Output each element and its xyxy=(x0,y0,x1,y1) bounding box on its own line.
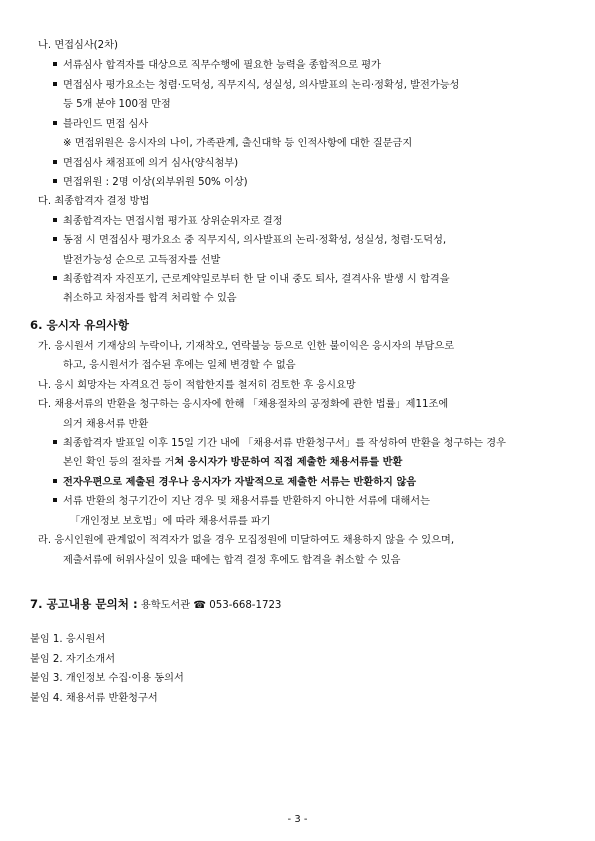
interview-bullet-4: 면접심사 채점표에 의거 심사(양식첨부) xyxy=(53,157,238,171)
section-7 xyxy=(30,597,281,613)
square-bullet-icon xyxy=(53,82,57,86)
notice-c-bullet-3-cont: 「개인정보 보호법」에 따라 채용서류를 파기 xyxy=(70,516,271,527)
notice-d: 라. 응시인원에 관계없이 적격자가 없을 경우 모집정원에 미달하여도 채용하지 않을 수 있으며, xyxy=(38,535,455,546)
notice-c: 다. 채용서류의 반환을 청구하는 응시자에 한해 「채용절차의 공정화에 관한 법률」제11조에 xyxy=(38,399,449,410)
notice-c-bullet-1: 최종합격자 발표일 이후 15일 기간 내에 「채용서류 반환청구서」를 작성하여 반환을 청구하는 경우 xyxy=(53,437,506,451)
interview-bullet-1: 서류심사 합격자를 대상으로 직무수행에 필요한 능력을 종합적으로 평가 xyxy=(53,59,381,73)
square-bullet-icon xyxy=(53,237,57,241)
square-bullet-icon xyxy=(53,479,57,483)
interview-note: ※ 면접위원은 응시자의 나이, 가족관계, 출신대학 등 인적사항에 대한 질문금지 xyxy=(63,138,413,149)
notice-c-bullet-2: 전자우편으로 제출된 경우나 응시자가 자발적으로 제출한 서류는 반환하지 않음 xyxy=(53,476,416,490)
square-bullet-icon xyxy=(53,160,57,164)
final-bullet-2: 동점 시 면접심사 평가요소 중 직무지식, 의사발표의 논리·정확성, 성실성, 청렴·도덕성, xyxy=(53,234,446,248)
interview-heading: 나. 면접심사(2차) xyxy=(38,40,118,51)
square-bullet-icon xyxy=(53,179,57,183)
contact-info: 용학도서관 ☎ 053-668-1723 xyxy=(140,600,282,611)
final-bullet-2-cont: 발전가능성 순으로 고득점자를 선발 xyxy=(63,255,221,266)
notice-c-cont: 의거 채용서류 반환 xyxy=(63,419,149,430)
final-bullet-3: 최종합격자 자진포기, 근로계약일로부터 한 달 이내 중도 퇴사, 결격사유 발생 시 합격을 xyxy=(53,273,450,287)
final-heading: 다. 최종합격자 결정 방법 xyxy=(38,196,150,207)
notice-b: 나. 응시 희망자는 자격요건 등이 적합한지를 철저히 검토한 후 응시요망 xyxy=(38,380,356,391)
interview-bullet-3: 블라인드 면접 심사 xyxy=(53,118,148,132)
square-bullet-icon xyxy=(53,218,57,222)
square-bullet-icon xyxy=(53,498,57,502)
square-bullet-icon xyxy=(53,440,57,444)
notice-c-bullet-3: 서류 반환의 청구기간이 지난 경우 및 채용서류를 반환하지 아니한 서류에 대해서는 xyxy=(53,495,430,509)
final-bullet-3-cont: 취소하고 차점자를 합격 처리할 수 있음 xyxy=(63,293,237,304)
interview-bullet-5: 면접위원 : 2명 이상(외부위원 50% 이상) xyxy=(53,176,248,190)
attachment-3: 붙임 3. 개인정보 수집·이용 동의서 xyxy=(30,673,184,684)
square-bullet-icon xyxy=(53,62,57,66)
notice-a: 가. 응시원서 기재상의 누락이나, 기재착오, 연락불능 등으로 인한 불이익은 응시자의 부담으로 xyxy=(38,341,455,352)
notice-d-cont: 제출서류에 허위사실이 있을 때에는 합격 결정 후에도 합격을 취소할 수 있음 xyxy=(63,555,401,566)
final-bullet-1: 최종합격자는 면접시험 평가표 상위순위자로 결정 xyxy=(53,215,283,229)
square-bullet-icon xyxy=(53,276,57,280)
page-number: - 3 - xyxy=(287,814,308,825)
section-7-heading: 7. 공고내용 문의처 : xyxy=(30,597,138,611)
interview-bullet-2-cont: 등 5개 분야 100점 만점 xyxy=(63,99,171,110)
attachment-2: 붙임 2. 자기소개서 xyxy=(30,654,116,665)
square-bullet-icon xyxy=(53,121,57,125)
notice-c-bullet-1-cont: 본인 확인 등의 절차를 거쳐 응시자가 방문하여 직접 제출한 채용서류를 반환 xyxy=(63,457,403,468)
section-6-heading: 6. 응시자 유의사항 xyxy=(30,318,129,332)
attachment-1: 붙임 1. 응시원서 xyxy=(30,634,106,645)
interview-bullet-2: 면접심사 평가요소는 청렴·도덕성, 직무지식, 성실성, 의사발표의 논리·정확성, 발전가능성 xyxy=(53,79,459,93)
attachment-4: 붙임 4. 채용서류 반환청구서 xyxy=(30,693,158,704)
notice-a-cont: 하고, 응시원서가 접수된 후에는 일체 변경할 수 없음 xyxy=(63,360,296,371)
